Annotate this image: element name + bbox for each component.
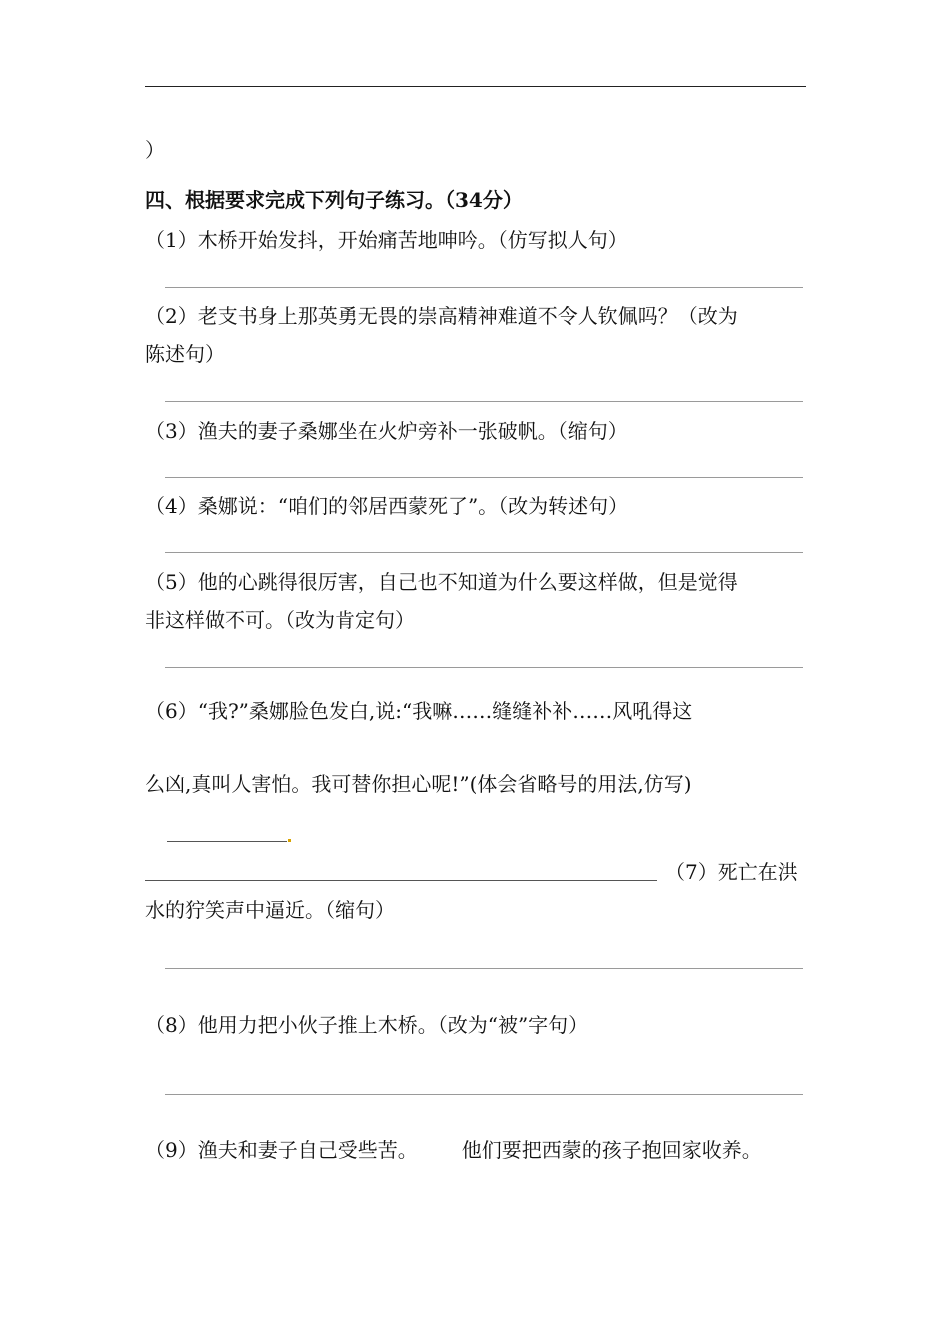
answer-line-5[interactable] bbox=[165, 667, 803, 668]
question-2-line-2: 陈述句） bbox=[145, 342, 225, 366]
answer-line-6-long[interactable] bbox=[145, 880, 657, 881]
stray-dot bbox=[288, 839, 291, 842]
question-1: （1）木桥开始发抖，开始痛苦地呻吟。（仿写拟人句） bbox=[145, 228, 628, 252]
question-9-part-1: （9）渔夫和妻子自己受些苦。 bbox=[145, 1138, 418, 1162]
question-6-line-2: 么凶,真叫人害怕。我可替你担心呢!”(体会省略号的用法,仿写) bbox=[145, 772, 692, 796]
question-5-line-1: （5）他的心跳得很厉害，自己也不知道为什么要这样做，但是觉得 bbox=[145, 570, 738, 594]
section-heading: 四、根据要求完成下列句子练习。（34分） bbox=[145, 188, 523, 212]
question-6-line-1: （6）“我?”桑娜脸色发白,说:“我嘛……缝缝补补……风吼得这 bbox=[145, 699, 693, 723]
question-3: （3）渔夫的妻子桑娜坐在火炉旁补一张破帆。（缩句） bbox=[145, 419, 628, 443]
question-7-line-1: （7）死亡在洪 bbox=[665, 860, 798, 884]
answer-line-6-short[interactable] bbox=[167, 841, 287, 842]
answer-line-4[interactable] bbox=[165, 552, 803, 553]
question-2-line-1: （2）老支书身上那英勇无畏的崇高精神难道不令人钦佩吗？（改为 bbox=[145, 304, 738, 328]
answer-line-1[interactable] bbox=[165, 287, 803, 288]
answer-line-7[interactable] bbox=[165, 968, 803, 969]
question-4: （4）桑娜说：“咱们的邻居西蒙死了”。（改为转述句） bbox=[145, 494, 629, 518]
question-8: （8）他用力把小伙子推上木桥。（改为“被”字句） bbox=[145, 1013, 589, 1037]
answer-line-8[interactable] bbox=[165, 1094, 803, 1095]
top-rule bbox=[145, 86, 806, 87]
closing-paren: ） bbox=[145, 138, 165, 162]
answer-line-2[interactable] bbox=[165, 401, 803, 402]
question-7-line-2: 水的狞笑声中逼近。（缩句） bbox=[145, 898, 395, 922]
answer-line-3[interactable] bbox=[165, 477, 803, 478]
question-9 bbox=[145, 1136, 762, 1164]
question-9-part-2: 他们要把西蒙的孩子抱回家收养。 bbox=[461, 1138, 762, 1162]
question-5-line-2: 非这样做不可。（改为肯定句） bbox=[145, 608, 415, 632]
